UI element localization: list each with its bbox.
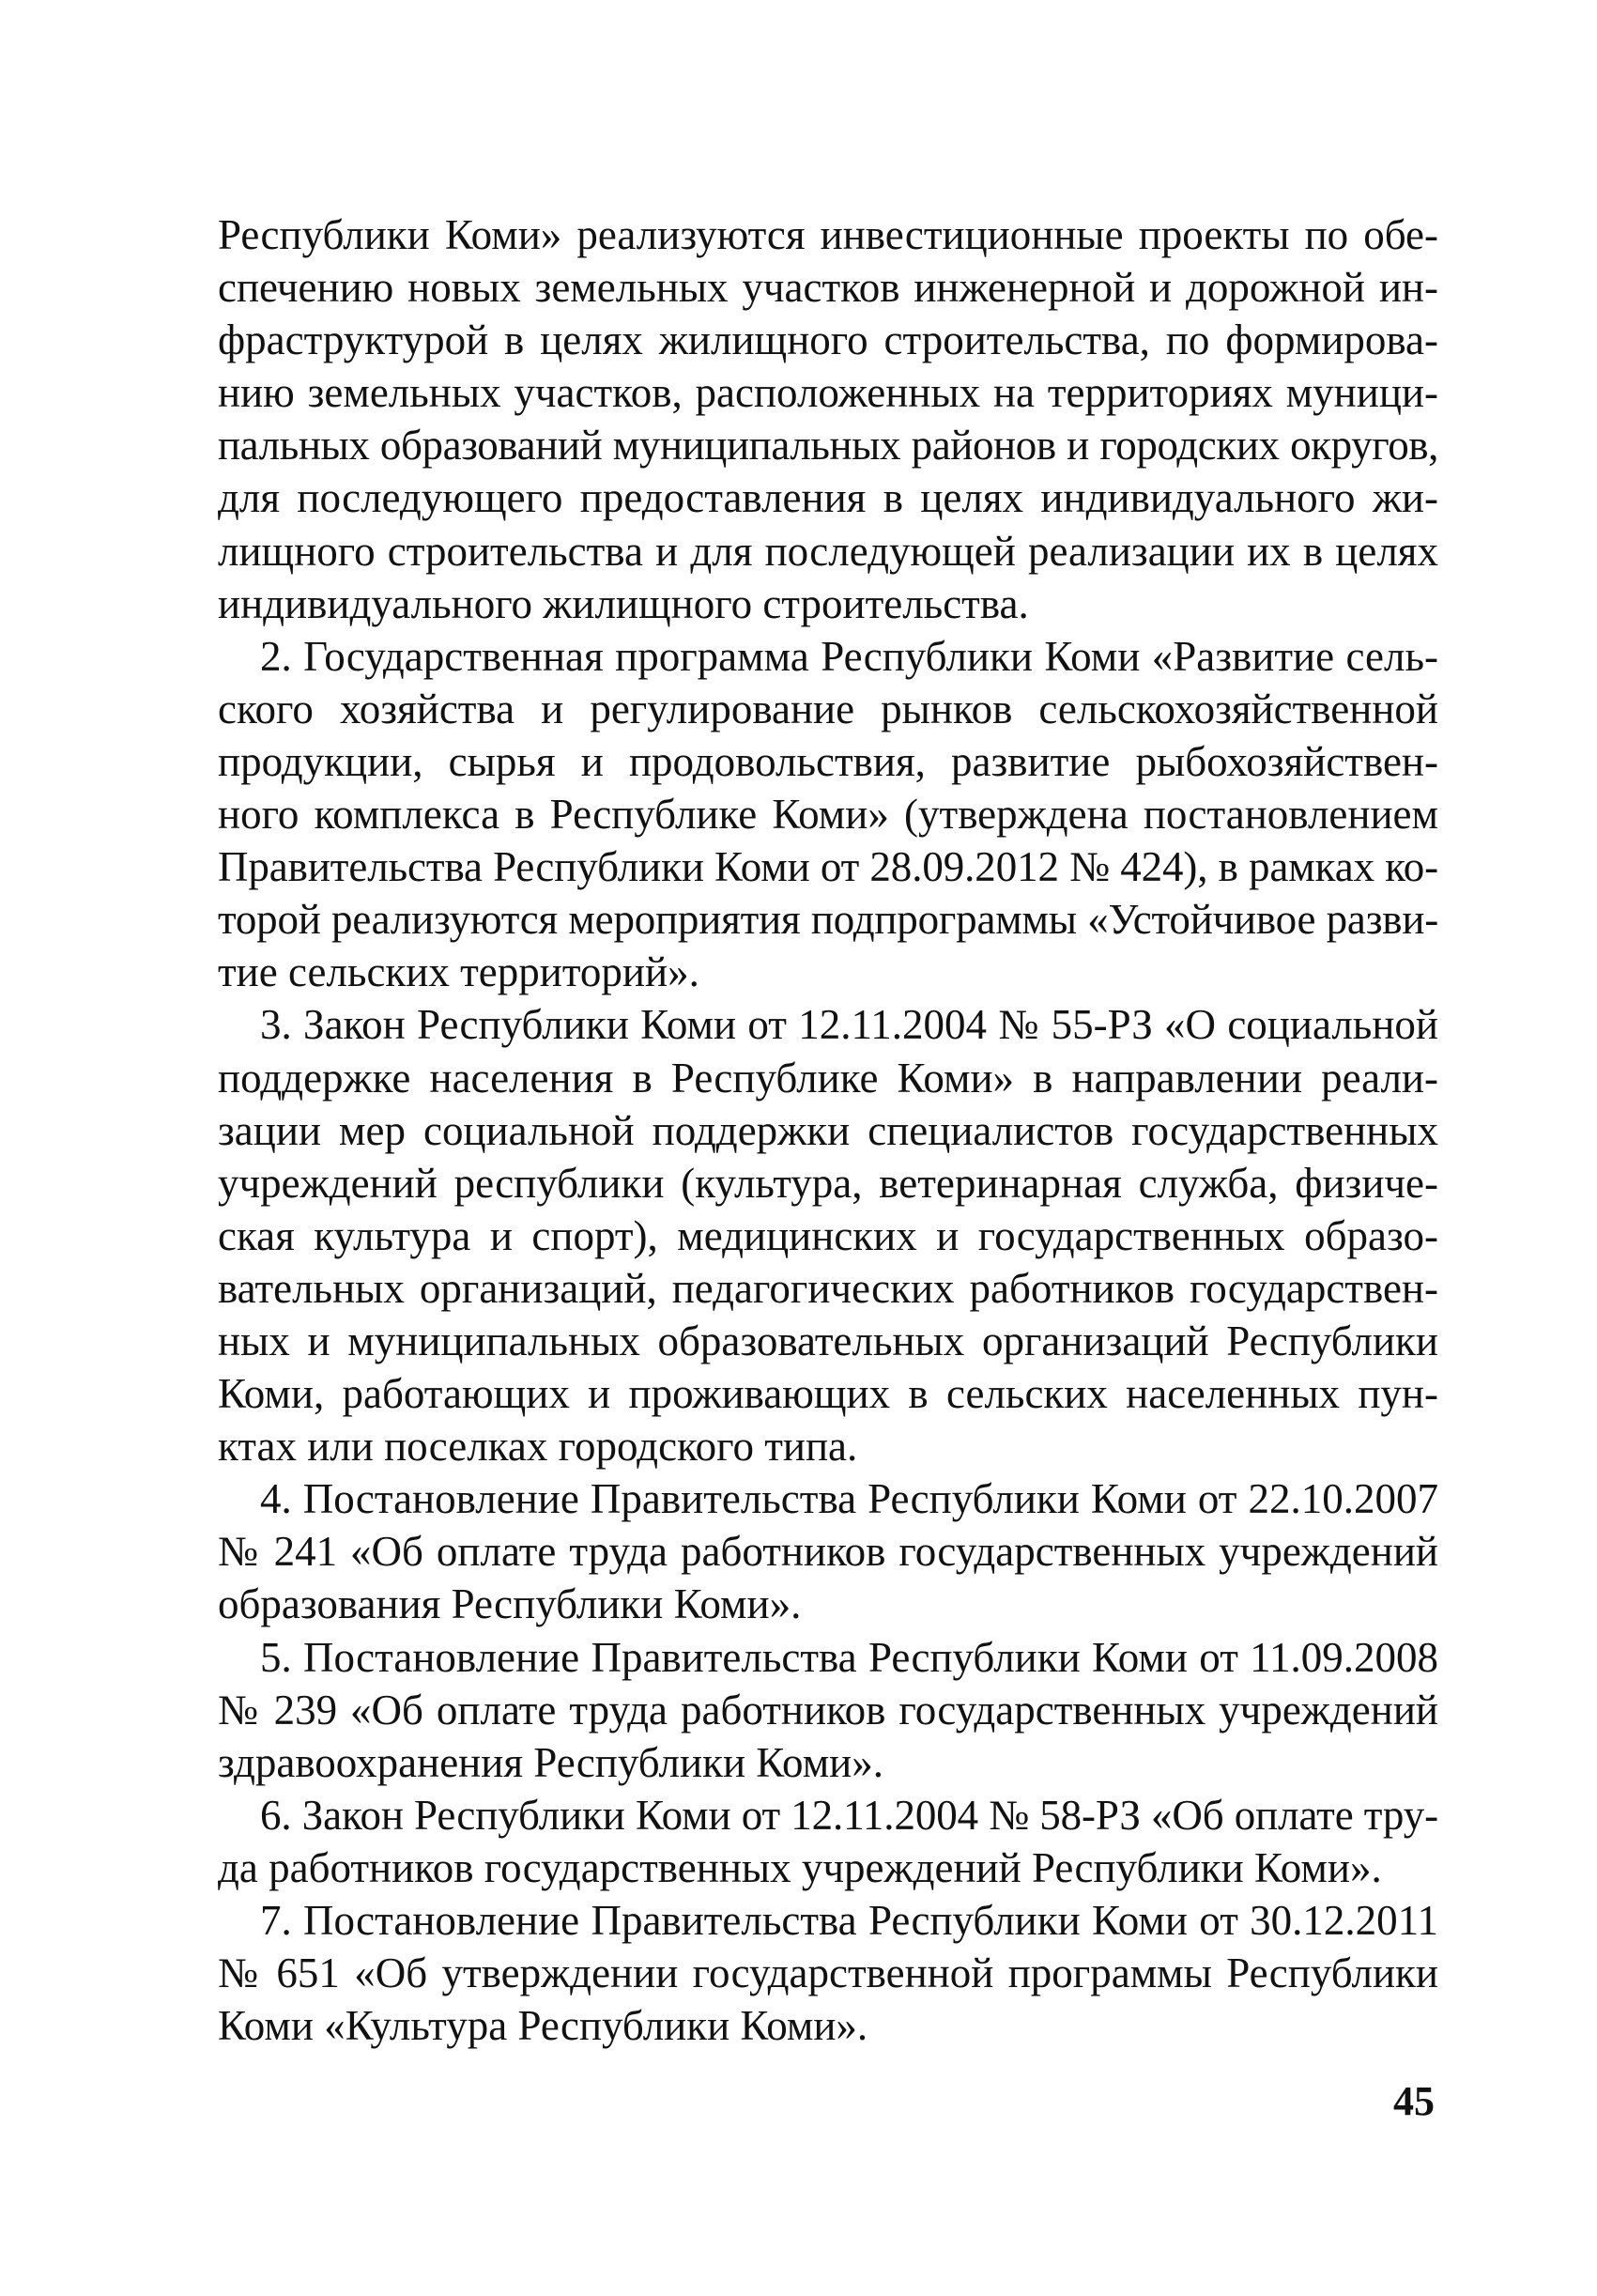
text-line: фраструктурой в целях жилищного строительства, по формирова-	[218, 316, 1438, 364]
text-line: № 239 «Об оплате труда работников государственных учреждений	[218, 1686, 1438, 1734]
text-line: 5. Постановление Правительства Республики Коми от 11.09.2008	[260, 1633, 1438, 1681]
text-line: здравоохранения Республики Коми».	[218, 1738, 884, 1786]
text-line: пальных образований муниципальных районов и городских округов,	[218, 422, 1438, 470]
text-line: 4. Постановление Правительства Республики Коми от 22.10.2007	[260, 1475, 1438, 1523]
text-line: ных и муниципальных образовательных организаций Республики	[218, 1317, 1438, 1364]
text-line: 2. Государственная программа Республики Коми «Развитие сель-	[260, 632, 1438, 680]
text-line: поддержке населения в Республике Коми» в направлении реали-	[218, 1054, 1438, 1102]
text-line: зации мер социальной поддержки специалистов государственных	[218, 1106, 1438, 1154]
text-line: спечению новых земельных участков инженерной и дорожной ин-	[218, 264, 1438, 312]
text-line: Правительства Республики Коми от 28.09.2012 № 424), в рамках ко-	[218, 843, 1438, 891]
text-line: Коми, работающих и проживающих в сельских населенных пун-	[218, 1370, 1438, 1418]
text-line: Коми «Культура Республики Коми».	[218, 2002, 868, 2050]
text-line: № 241 «Об оплате труда работников государственных учреждений	[218, 1528, 1438, 1576]
text-line: для последующего предоставления в целях индивидуального жи-	[218, 474, 1438, 522]
text-line: образования Республики Коми».	[218, 1580, 802, 1628]
text-line: ного комплекса в Республике Коми» (утверждена постановлением	[218, 791, 1438, 839]
text-line: 7. Постановление Правительства Республики Коми от 30.12.2011	[260, 1897, 1438, 1944]
text-line: да работников государственных учреждений Республики Коми».	[218, 1843, 1382, 1891]
page-number: 45	[1393, 2078, 1435, 2124]
text-line: ктах или поселках городского типа.	[218, 1423, 858, 1471]
text-line: 3. Закон Республики Коми от 12.11.2004 № 55-РЗ «О социальной	[260, 1001, 1438, 1049]
text-line: индивидуального жилищного строительства.	[218, 579, 1029, 627]
text-line: ского хозяйства и регулирование рынков сельскохозяйственной	[218, 685, 1438, 732]
text-line: торой реализуются мероприятия подпрограммы «Устойчивое разви-	[218, 896, 1438, 944]
text-line: продукции, сырья и продовольствия, развитие рыбохозяйствен-	[218, 737, 1438, 785]
text-line: ская культура и спорт), медицинских и государственных образо-	[218, 1211, 1438, 1259]
text-line: нию земельных участков, расположенных на территориях муници-	[218, 369, 1438, 417]
text-line: учреждений республики (культура, ветеринарная служба, физиче-	[218, 1159, 1438, 1207]
text-line: Республики Коми» реализуются инвестиционные проекты по обе-	[218, 211, 1438, 258]
text-line: № 651 «Об утверждении государственной программы Республики	[218, 1949, 1438, 1997]
text-line: вательных организаций, педагогических работников государствен-	[218, 1264, 1438, 1312]
body-text	[218, 208, 1438, 2052]
text-line: 6. Закон Республики Коми от 12.11.2004 № 58-РЗ «Об оплате тру-	[260, 1791, 1438, 1839]
text-line: лищного строительства и для последующей реализации их в целях	[218, 527, 1438, 575]
text-line: тие сельских территорий».	[218, 948, 699, 996]
